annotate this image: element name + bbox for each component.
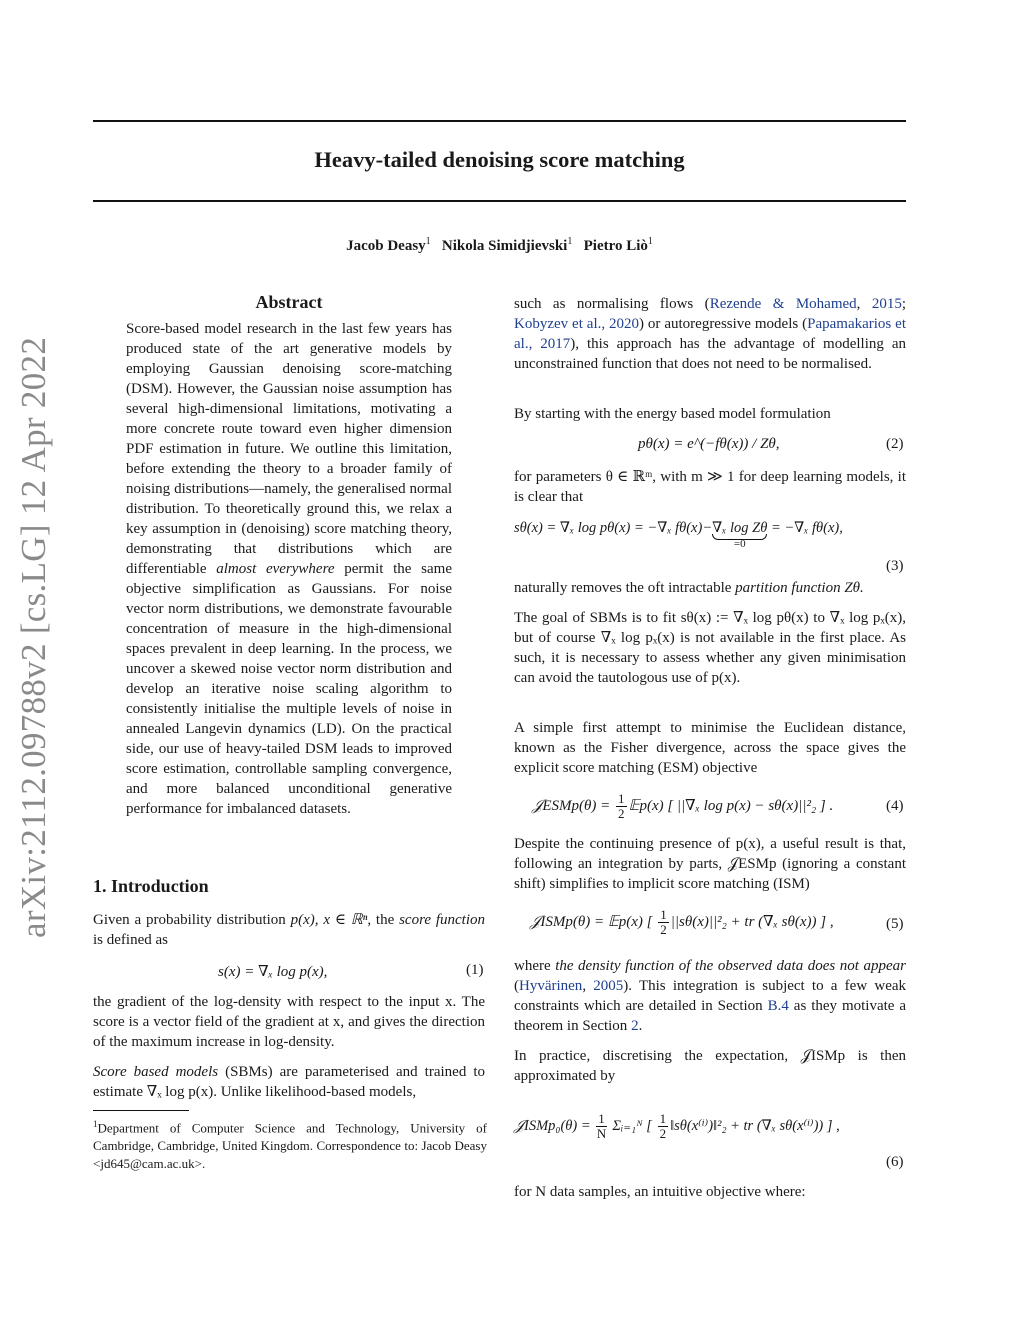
- right-paragraph-8: where the density function of the observed data does not appear (Hyvärinen, 2005). This integration is subject to a few weak constraints which are detailed in Section B.4 as they motivate a theorem in Section 2.: [514, 958, 907, 1034]
- equation-6-number: (6): [886, 1154, 904, 1170]
- affiliation-mark: 1: [647, 236, 653, 247]
- title-top-rule: [93, 120, 906, 122]
- section-heading-introduction: 1. Introduction: [93, 876, 209, 896]
- citation-link[interactable]: Kobyzev et al., 2020: [514, 316, 640, 332]
- right-paragraph-3: for parameters θ ∈ ℝᵐ, with m ≫ 1 for deep learning models, it is clear that: [514, 469, 906, 505]
- equation-4-number: (4): [886, 798, 904, 814]
- right-paragraph-1: such as normalising flows (Rezende & Mohamed, 2015; Kobyzev et al., 2020) or autoregressive models (Papamakarios et al., 2017), this approach has the advantage of modelling an unconstrained function that does not need to be normalised.: [514, 296, 907, 372]
- right-paragraph-4: naturally removes the oft intractable partition function Zθ.: [514, 580, 864, 596]
- right-paragraph-2: By starting with the energy based model formulation: [514, 406, 831, 422]
- citation-link[interactable]: 2005: [593, 978, 624, 994]
- equation-1-number: (1): [466, 962, 484, 978]
- fraction: $\frac{1}{2}$: [618, 791, 625, 821]
- intro-paragraph-3: Score based models (SBMs) are parameterised and trained to estimate ∇ₓ log p(x). Unlike likelihood-based models,: [93, 1064, 485, 1100]
- citation-link[interactable]: 2015: [871, 296, 902, 312]
- underbrace: ∇ₓ log Zθ =0: [712, 520, 768, 550]
- citation-link[interactable]: Rezende & Mohamed: [709, 296, 857, 312]
- affiliation-mark: 1: [425, 236, 431, 247]
- equation-3-number: (3): [886, 558, 904, 574]
- equation-2: pθ(x) = e^(−fθ(x)) / Zθ,: [638, 436, 780, 452]
- footnote: $^1$Department of Computer Science and Technology, University of Cambridge, Cambridge, United Kingdom. Correspondence to: Jacob Deasy <jd645@cam.ac.uk>.: [93, 1119, 487, 1172]
- equation-3: sθ(x) = ∇ₓ log pθ(x) = −∇ₓ fθ(x)−∇ₓ log Zθ =0 = −∇ₓ fθ(x),: [514, 520, 843, 550]
- section-link[interactable]: 2: [631, 1018, 639, 1034]
- footnote-rule: [93, 1110, 189, 1111]
- right-paragraph-9: In practice, discretising the expectation, 𝒥ISMp is then approximated by: [514, 1048, 906, 1084]
- arxiv-identifier: arXiv:2112.09788v2 [cs.LG] 12 Apr 2022: [14, 336, 53, 938]
- citation-link[interactable]: Papamakarios et al., 2017: [514, 316, 906, 352]
- abstract-heading: Abstract: [255, 292, 323, 312]
- right-paragraph-7: Despite the continuing presence of p(x), a useful result is that, following an integration by parts, 𝒥ESMp (ignoring a constant shift) simplifies to implicit score matching (ISM): [514, 836, 906, 892]
- equation-6: 𝒥ISMp₀(θ) = $\frac{1}{N}$ Σᵢ₌₁ᴺ [ $\frac{1}{2}$ ‖sθ(x⁽ⁱ⁾)‖²₂ + tr (∇ₓ sθ(x⁽ⁱ⁾)) ] ,: [514, 1111, 840, 1141]
- fraction: $\frac{1}{2}$: [659, 1111, 667, 1141]
- equation-1: s(x) = ∇ₓ log p(x),: [218, 964, 328, 980]
- right-paragraph-5: The goal of SBMs is to fit sθ(x) := ∇ₓ log pθ(x) to ∇ₓ log pₓ(x), but of course ∇ₓ log pₓ(x) is not available in the first place. As such, it is necessary to assess whether any given minimisation can avoid the tautologous use of p(x).: [514, 610, 906, 686]
- author-name: Jacob Deasy: [346, 238, 426, 254]
- affiliation-mark: 1: [567, 236, 573, 247]
- right-paragraph-6: A simple first attempt to minimise the Euclidean distance, known as the Fisher divergence, across the space gives the explicit score matching (ESM) objective: [514, 720, 906, 776]
- fraction: $\frac{1}{2}$: [660, 907, 667, 937]
- paper-title: Heavy-tailed denoising score matching: [314, 147, 685, 172]
- author-name: Nikola Simidjievski: [441, 238, 568, 254]
- equation-2-number: (2): [886, 436, 904, 452]
- abstract-body: Score-based model research in the last few years has produced state of the art generative models by employing Gaussian denoising score-matching (DSM). However, the Gaussian noise assumption has several high-dimensional limitations, motivating a more concrete route toward even higher dimension PDF estimation in future. We outline this limitation, before extending the theory to a broader family of noising distributions—namely, the generalised normal distribution. To theoretically ground this, we relax a key assumption in (denoising) score matching theory, demonstrating that distributions which are differentiable almost everywhere permit the same objective simplification as Gaussians. For noise vector norm distributions, we demonstrate favourable concentration of measure in the high-dimensional spaces prevalent in deep learning. In the process, we uncover a skewed noise vector norm distribution and develop an iterative noise scaling algorithm to consistently initialise the multiple levels of noise in annealed Langevin dynamics (LD). On the practical side, our use of heavy-tailed DSM leads to improved score estimation, controllable sampling convergence, and more balanced unconditional generative performance for imbalanced datasets.: [126, 321, 452, 817]
- section-link[interactable]: B.4: [767, 998, 789, 1014]
- author-list: [93, 236, 906, 255]
- citation-link[interactable]: Hyvärinen: [519, 978, 583, 994]
- equation-5-number: (5): [886, 916, 904, 932]
- equation-4: 𝒥ESMp(θ) = $\frac{1}{2}$ 𝔼p(x) [ ||∇ₓ log p(x) − sθ(x)||²₂ ] .: [532, 791, 834, 821]
- title-bottom-rule: [93, 200, 906, 202]
- equation-5: 𝒥ISMp(θ) = 𝔼p(x) [ $\frac{1}{2}$ ||sθ(x)||²₂ + tr (∇ₓ sθ(x)) ] ,: [530, 907, 834, 937]
- intro-paragraph-2: the gradient of the log-density with respect to the input x. The score is a vector field of the gradient at x, and gives the direction of the maximum increase in log-density.: [93, 994, 485, 1050]
- intro-paragraph-1: Given a probability distribution p(x), x ∈ ℝⁿ, the score function is defined as: [93, 912, 486, 948]
- right-paragraph-10: for N data samples, an intuitive objective where:: [514, 1184, 806, 1200]
- author-name: Pietro Liò: [583, 238, 648, 254]
- fraction: $\frac{1}{N}$: [596, 1111, 607, 1141]
